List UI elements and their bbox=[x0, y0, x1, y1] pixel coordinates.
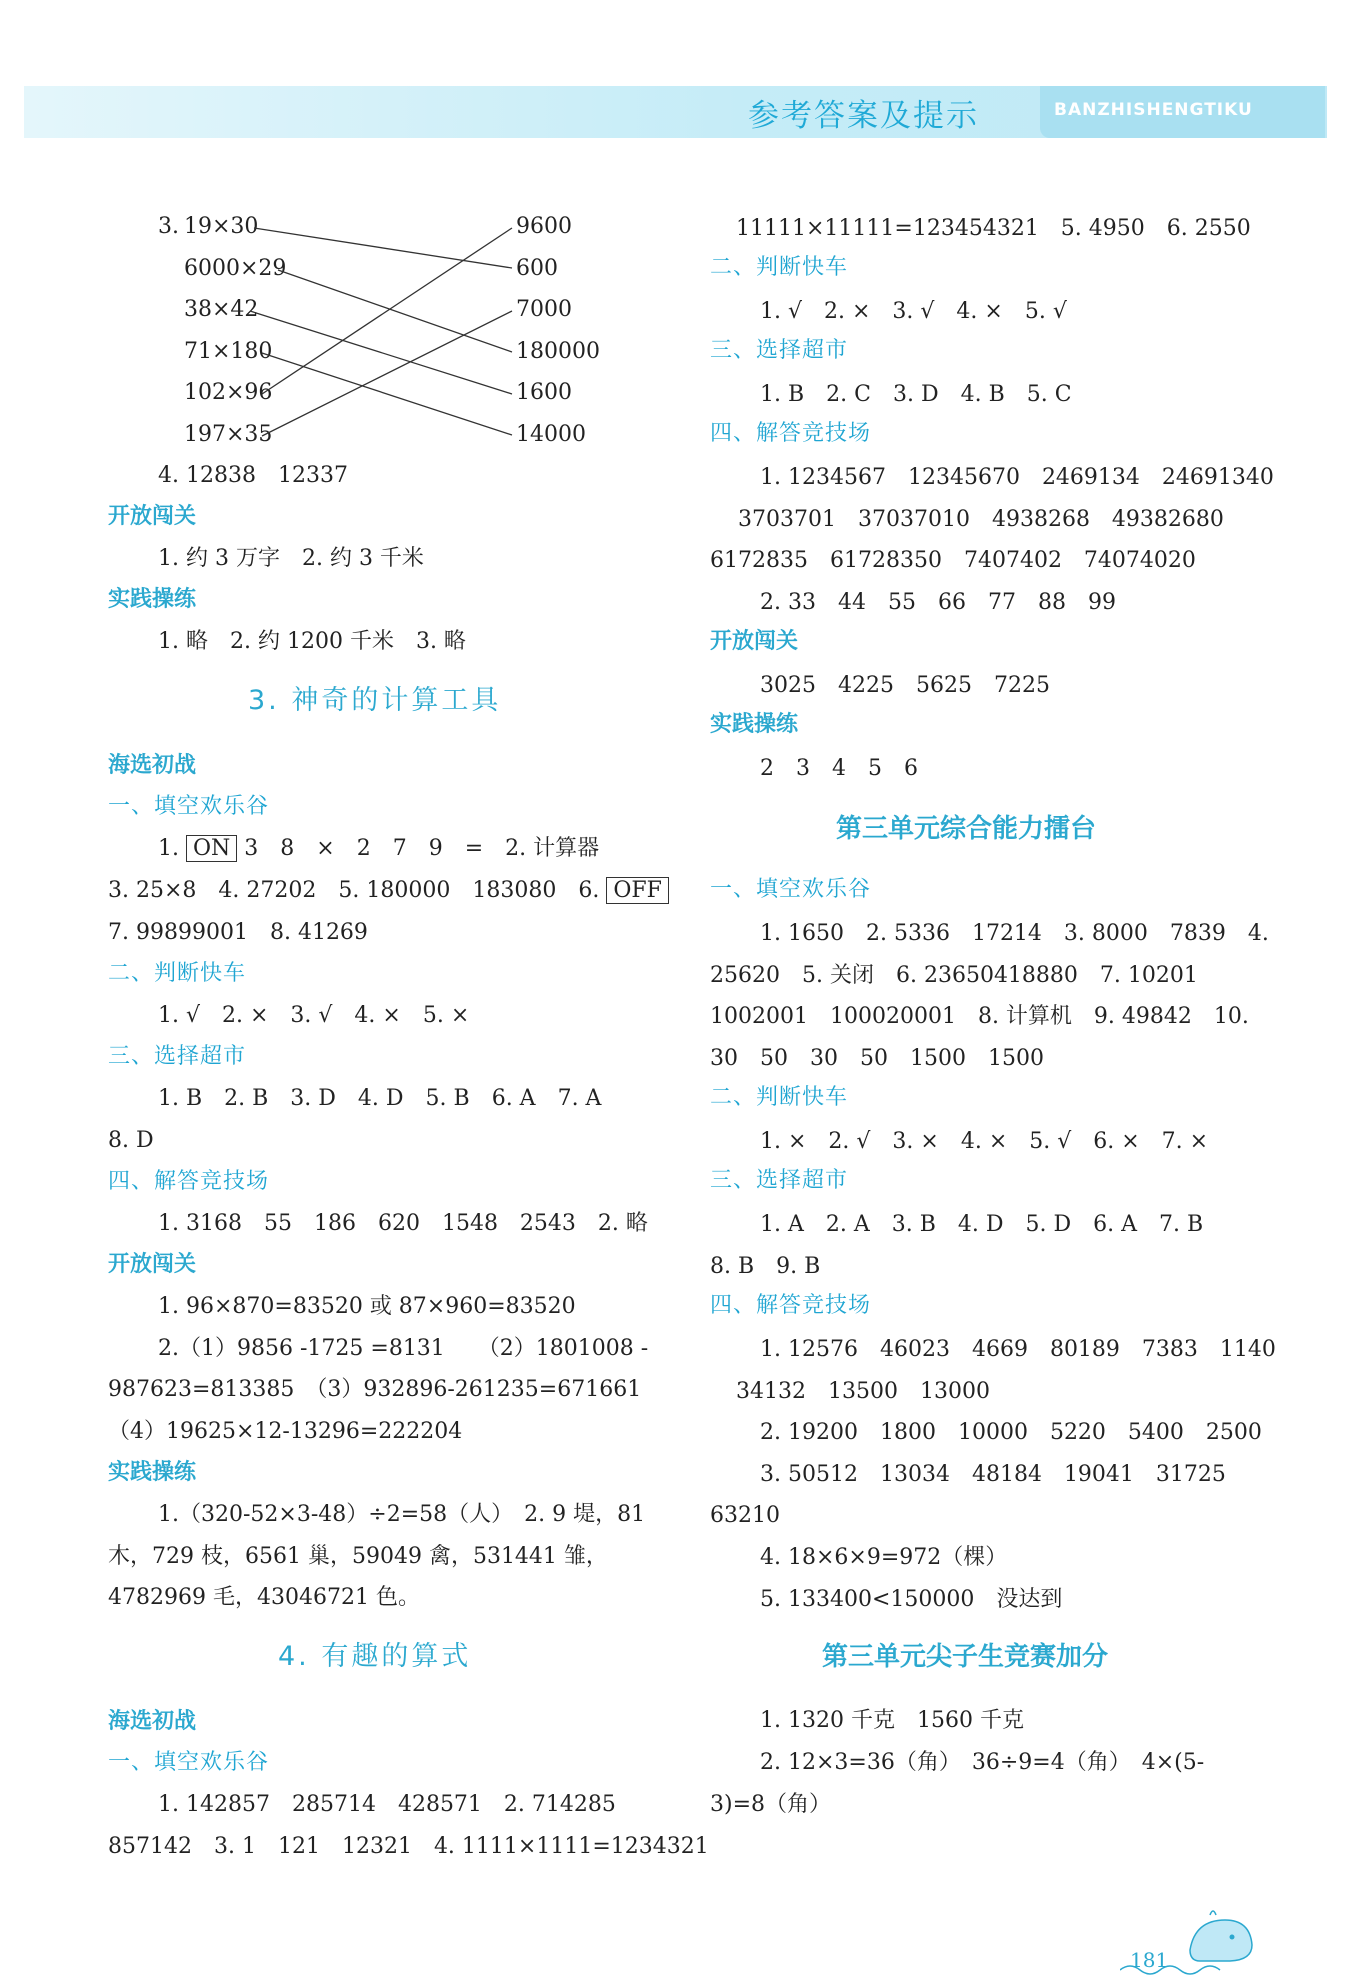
haixuan-heading-1: 海选初战 bbox=[108, 753, 197, 778]
match-right-5: 1600 bbox=[516, 380, 572, 405]
tk-line1-rest: 3 8 × 2 7 9 = 2. 计算器 bbox=[244, 836, 600, 861]
panduan-answer-1: 1. √ 2. × 3. √ 4. × 5. × bbox=[158, 1003, 470, 1028]
jieda-r-line-4: 2. 33 44 55 66 77 88 99 bbox=[760, 590, 1116, 615]
kaifang-heading-1: 开放闯关 bbox=[108, 504, 197, 529]
match-left-3: 38×42 bbox=[184, 297, 259, 322]
shijian-answer-1: 1. 略 2. 约 1200 千米 3. 略 bbox=[158, 629, 466, 654]
unit3-title: 第三单元综合能力擂台 bbox=[836, 814, 1097, 844]
wave-decoration bbox=[1120, 1960, 1240, 1980]
section-title-3: 3. 神奇的计算工具 bbox=[248, 685, 502, 716]
match-line-3 bbox=[250, 311, 512, 394]
shijian2-line-2: 木，729 枝，6561 巢，59049 禽，531441 雏， bbox=[108, 1544, 608, 1569]
shijian-heading-r: 实践操练 bbox=[710, 712, 799, 737]
shijian-heading-2: 实践操练 bbox=[108, 1460, 197, 1485]
off-key-box: OFF bbox=[606, 877, 669, 904]
panduan-heading-1: 二、判断快车 bbox=[108, 961, 247, 986]
match-line-4 bbox=[262, 353, 512, 435]
match-right-3: 7000 bbox=[516, 297, 572, 322]
xuanze-r2-line-2: 8. B 9. B bbox=[710, 1254, 821, 1279]
xuanze-r2-line-1: 1. A 2. A 3. B 4. D 5. D 6. A 7. B bbox=[760, 1212, 1204, 1237]
xuanze-answer-1b: 8. D bbox=[108, 1128, 154, 1153]
xuanze-heading-1: 三、选择超市 bbox=[108, 1044, 247, 1069]
q3-label: 3. bbox=[158, 214, 179, 239]
page-number: 181 bbox=[1130, 1948, 1169, 1972]
kaifang2-line-4: （4）19625×12-13296=222204 bbox=[108, 1419, 463, 1444]
panduan-heading-r: 二、判断快车 bbox=[710, 255, 849, 280]
match-line-1 bbox=[254, 228, 512, 268]
tk-line1-prefix: 1. bbox=[158, 836, 179, 861]
panduan-answer-r: 1. √ 2. × 3. √ 4. × 5. √ bbox=[760, 299, 1067, 324]
match-right-6: 14000 bbox=[516, 422, 586, 447]
shijian2-line-1: 1.（320-52×3-48）÷2=58（人） 2. 9 堤，81 bbox=[158, 1502, 646, 1527]
tiankong-heading-r: 一、填空欢乐谷 bbox=[710, 877, 872, 902]
tiankong-r-line-3: 1002001 100020001 8. 计算机 9. 49842 10. bbox=[710, 1004, 1249, 1029]
panduan-heading-r2: 二、判断快车 bbox=[710, 1085, 849, 1110]
jiafen-line-1: 1. 1320 千克 1560 千克 bbox=[760, 1708, 1024, 1733]
kaifang-heading-2: 开放闯关 bbox=[108, 1252, 197, 1277]
match-line-2 bbox=[278, 270, 512, 352]
panduan-answer-r2: 1. × 2. √ 3. × 4. × 5. √ 6. × 7. × bbox=[760, 1129, 1209, 1154]
kaifang-heading-r: 开放闯关 bbox=[710, 629, 799, 654]
xuanze-answer-r: 1. B 2. C 3. D 4. B 5. C bbox=[760, 382, 1072, 407]
jieda-r-line-2: 3703701 37037010 4938268 49382680 bbox=[738, 507, 1224, 532]
match-line-6 bbox=[262, 311, 512, 436]
match-right-4: 180000 bbox=[516, 339, 600, 364]
header-tab-label: BANZHISHENGTIKU bbox=[1054, 100, 1253, 120]
on-key-box: ON bbox=[186, 835, 237, 862]
jieda-r-line-3: 6172835 61728350 7407402 74074020 bbox=[710, 548, 1196, 573]
kaifang2-line-3: 987623=813385 （3）932896-261235=671661 bbox=[108, 1377, 642, 1402]
right-line-1: 11111×11111=123454321 5. 4950 6. 2550 bbox=[736, 216, 1251, 241]
shijian-answer-r: 2 3 4 5 6 bbox=[760, 756, 918, 781]
jieda-heading-r2: 四、解答竞技场 bbox=[710, 1293, 872, 1318]
section-title-4: 4. 有趣的算式 bbox=[278, 1641, 472, 1672]
tiankong-r-line-1: 1. 1650 2. 5336 17214 3. 8000 7839 4. bbox=[760, 921, 1269, 946]
jieda-r2-line-3: 2. 19200 1800 10000 5220 5400 2500 bbox=[760, 1420, 1262, 1445]
q4-answer: 4. 12838 12337 bbox=[158, 463, 348, 488]
match-right-2: 600 bbox=[516, 256, 558, 281]
match-right-1: 9600 bbox=[516, 214, 572, 239]
haixuan-heading-2: 海选初战 bbox=[108, 1709, 197, 1734]
match-left-1: 19×30 bbox=[184, 214, 259, 239]
tiankong-line-2 bbox=[108, 877, 669, 905]
jieda-heading-1: 四、解答竞技场 bbox=[108, 1169, 270, 1194]
tiankong-r-line-2: 25620 5. 关闭 6. 23650418880 7. 10201 bbox=[710, 963, 1198, 988]
jieda-answer-1: 1. 3168 55 186 620 1548 2543 2. 略 bbox=[158, 1211, 648, 1236]
jieda-r2-line-7: 5. 133400<150000 没达到 bbox=[760, 1587, 1063, 1612]
kaifang-answer-r: 3025 4225 5625 7225 bbox=[760, 673, 1050, 698]
match-left-6: 197×35 bbox=[184, 422, 273, 447]
jieda-r-line-1: 1. 1234567 12345670 2469134 24691340 bbox=[760, 465, 1274, 490]
match-left-4: 71×180 bbox=[184, 339, 273, 364]
tiankong-heading-1: 一、填空欢乐谷 bbox=[108, 794, 270, 819]
kaifang2-line-1: 1. 96×870=83520 或 87×960=83520 bbox=[158, 1294, 576, 1319]
match-left-2: 6000×29 bbox=[184, 256, 287, 281]
match-line-5 bbox=[262, 228, 512, 394]
jiafen-title: 第三单元尖子生竞赛加分 bbox=[822, 1642, 1109, 1672]
shijian-heading-1: 实践操练 bbox=[108, 587, 197, 612]
jiafen-line-2: 2. 12×3=36（角） 36÷9=4（角） 4×(5- bbox=[760, 1750, 1205, 1775]
tiankong-heading-2: 一、填空欢乐谷 bbox=[108, 1750, 270, 1775]
jieda-r2-line-4: 3. 50512 13034 48184 19041 31725 bbox=[760, 1462, 1226, 1487]
xuanze-heading-r2: 三、选择超市 bbox=[710, 1168, 849, 1193]
page-header-title: 参考答案及提示 bbox=[748, 98, 979, 134]
jiafen-line-3: 3)=8（角） bbox=[710, 1792, 832, 1817]
jieda-r2-line-1: 1. 12576 46023 4669 80189 7383 1140 bbox=[760, 1337, 1276, 1362]
jieda-heading-r: 四、解答竞技场 bbox=[710, 421, 872, 446]
tk-line2-prefix: 3. 25×8 4. 27202 5. 180000 183080 6. bbox=[108, 878, 600, 903]
jieda-r2-line-2: 34132 13500 13000 bbox=[736, 1379, 990, 1404]
xuanze-answer-1a: 1. B 2. B 3. D 4. D 5. B 6. A 7. A bbox=[158, 1086, 602, 1111]
tiankong-line-3: 7. 99899001 8. 41269 bbox=[108, 920, 368, 945]
kaifang-answer-1: 1. 约 3 万字 2. 约 3 千米 bbox=[158, 546, 424, 571]
tiankong2-line-1: 1. 142857 285714 428571 2. 714285 bbox=[158, 1792, 616, 1817]
tiankong2-line-2: 857142 3. 1 121 12321 4. 1111×1111=1234321 bbox=[108, 1834, 709, 1859]
xuanze-heading-r: 三、选择超市 bbox=[710, 338, 849, 363]
jieda-r2-line-6: 4. 18×6×9=972（棵） bbox=[760, 1545, 1008, 1570]
match-left-5: 102×96 bbox=[184, 380, 273, 405]
kaifang2-line-2: 2.（1）9856 -1725 =8131 （2）1801008 - bbox=[158, 1336, 649, 1361]
tiankong-r-line-4: 30 50 30 50 1500 1500 bbox=[710, 1046, 1044, 1071]
tiankong-line-1 bbox=[158, 835, 599, 863]
shijian2-line-3: 4782969 毛，43046721 色。 bbox=[108, 1585, 420, 1610]
jieda-r2-line-5: 63210 bbox=[710, 1503, 780, 1528]
